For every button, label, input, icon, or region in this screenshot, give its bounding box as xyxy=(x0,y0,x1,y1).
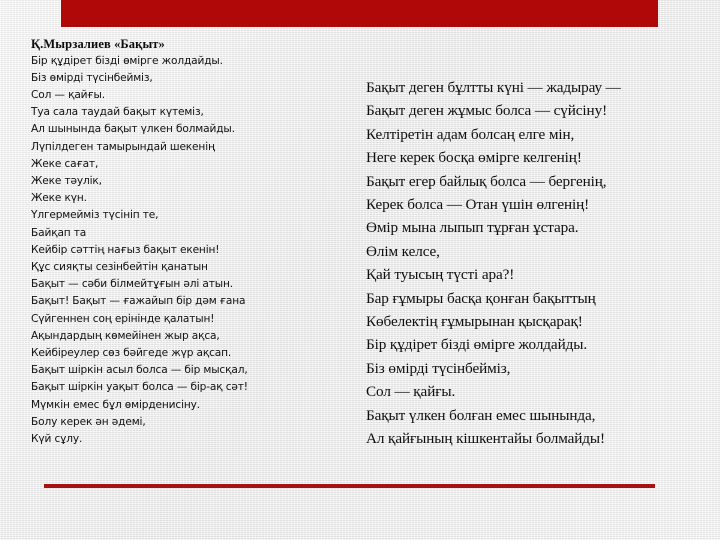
poem-line: Сол — қайғы. xyxy=(31,88,105,101)
poem-line: Өлім келсе, xyxy=(366,242,440,260)
top-red-banner xyxy=(61,0,658,27)
poem-line: Бақыт шіркін асыл болса — бір мысқал, xyxy=(31,364,248,377)
poem-line: Жеке сағат, xyxy=(31,157,99,170)
left-text-column xyxy=(31,36,331,448)
poem-line: Кейбіреулер сөз бәйгеде жүр ақсап. xyxy=(31,346,232,359)
poem-line: Көбелектің ғұмырынан қысқарақ! xyxy=(366,313,583,331)
poem-line: Күй сұлу. xyxy=(31,432,83,445)
poem-line: Ақындардың көмейінен жыр ақса, xyxy=(31,329,220,342)
poem-line: Бақыт! Бақыт — ғажайып бір дәм ғана xyxy=(31,295,246,308)
poem-line: Бар ғұмыры басқа қонған бақыттың xyxy=(366,289,596,307)
poem-line: Туа сала таудай бақыт күтеміз, xyxy=(31,106,204,119)
poem-line: Сүйгеннен соң ерінінде қалатын! xyxy=(31,312,215,325)
poem-line: Біз өмірді түсінбейміз, xyxy=(366,359,511,377)
poem-line: Ал қайғының кішкентайы болмайды! xyxy=(366,430,605,448)
poem-line: Үлгермейміз түсініп те, xyxy=(31,209,159,222)
poem-title: Қ.Мырзалиев «Бақыт» xyxy=(31,37,165,51)
poem-line: Кейбір сәттің нағыз бақыт екенін! xyxy=(31,243,220,256)
poem-line: Сол — қайғы. xyxy=(366,383,456,401)
poem-line: Бақыт егер байлық болса — бергенің, xyxy=(366,172,607,190)
poem-line: Біз өмірді түсінбейміз, xyxy=(31,71,153,84)
poem-line: Қай туысың түсті ара?! xyxy=(366,266,515,284)
poem-line: Бір құдірет бізді өмірге жолдайды. xyxy=(366,336,588,354)
poem-line: Өмір мына лыпып тұрған ұстара. xyxy=(366,219,579,237)
poem-line: Құс сияқты сезінбейтін қанатын xyxy=(31,260,208,273)
poem-line: Бір құдірет бізді өмірге жолдайды. xyxy=(31,54,223,67)
poem-line: Бақыт — сәби білмейтұғын әлі атын. xyxy=(31,278,233,291)
right-text-column xyxy=(366,76,696,451)
poem-line: Ал шынында бақыт үлкен болмайды. xyxy=(31,123,235,136)
poem-line: Бақыт шіркін уақыт болса — бір-ақ сәт! xyxy=(31,381,248,394)
poem-line: Байқап та xyxy=(31,226,87,239)
poem-line: Неге керек босқа өмірге келгенің! xyxy=(366,149,582,167)
bottom-red-rule xyxy=(44,484,655,488)
poem-line: Жеке тәулік, xyxy=(31,174,102,187)
poem-line: Жеке күн. xyxy=(31,192,87,205)
poem-line: Бақыт деген жұмыс болса — сүйсіну! xyxy=(366,102,608,120)
poem-line: Мүмкін емес бұл өмірденисіну. xyxy=(31,398,200,411)
poem-line: Бақыт деген бұлтты күні — жадырау — xyxy=(366,79,621,96)
poem-line: Бақыт үлкен болған емес шынында, xyxy=(366,406,596,424)
poem-line: Болу керек ән әдемі, xyxy=(31,415,146,428)
poem-line: Лүпілдеген тамырындай шекенің xyxy=(31,140,215,153)
poem-line: Келтіретін адам болсаң елге мін, xyxy=(366,125,575,143)
poem-line: Керек болса — Отан үшін өлгенің! xyxy=(366,196,590,214)
